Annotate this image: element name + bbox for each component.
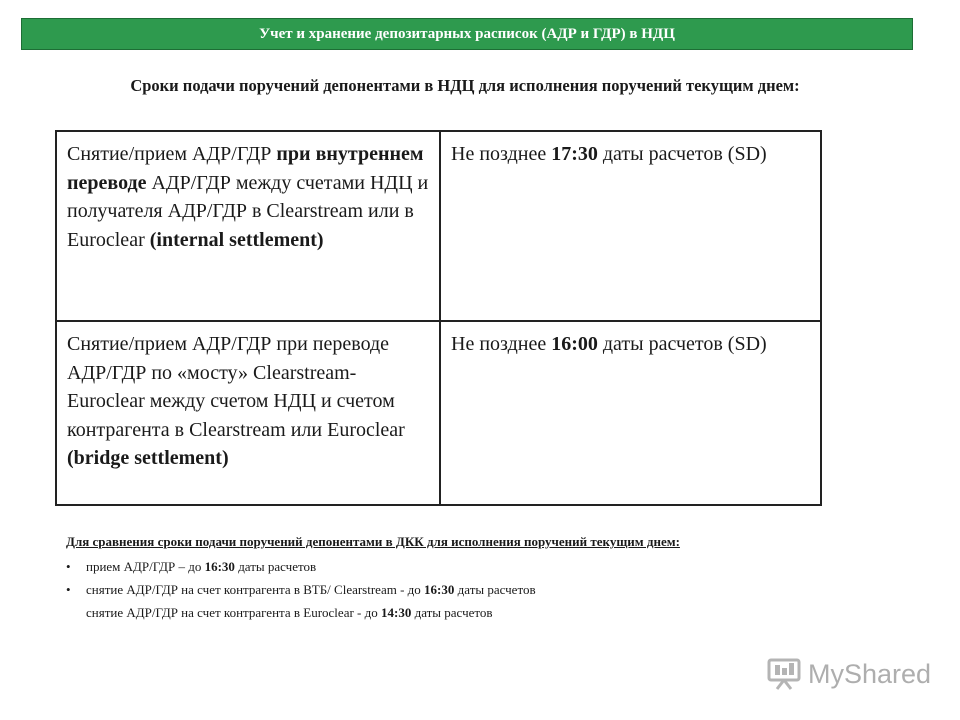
deadlines-table (55, 130, 822, 506)
table-row (56, 131, 821, 321)
table-cell-operation: Снятие/прием АДР/ГДР при переводе АДР/ГДР по «мосту» Clearstream- Euroclear между счетом НДЦ и счетом контрагента в Clearstream или Euroclear (bridge settlement) (56, 321, 440, 505)
table-cell-deadline: Не позднее 16:00 даты расчетов (SD) (440, 321, 821, 505)
subtitle: Сроки подачи поручений депонентами в НДЦ для исполнения поручений текущим днем: (130, 76, 800, 95)
list-item: снятие АДР/ГДР на счет контрагента в Euroclear - до 14:30 даты расчетов (86, 605, 493, 620)
list-item: • снятие АДР/ГДР на счет контрагента в ВТБ/ Clearstream - до 16:30 даты расчетов (66, 582, 536, 597)
table-cell-deadline: Не позднее 17:30 даты расчетов (SD) (440, 131, 821, 321)
bullet-icon: • (66, 559, 71, 574)
watermark-text: MyShared (808, 658, 932, 689)
slide-title: Учет и хранение депозитарных расписок (АДР и ГДР) в НДЦ (259, 25, 675, 42)
bullet-icon: • (66, 582, 71, 597)
presentation-icon (766, 657, 802, 691)
list-item: • прием АДР/ГДР – до 16:30 даты расчетов (66, 559, 317, 574)
myshared-watermark (766, 656, 931, 692)
table-cell-operation: Снятие/прием АДР/ГДР при внутреннем переводе АДР/ГДР между счетами НДЦ и получателя АДР/ГДР в Clearstream или в Euroclear (internal settlement) (56, 131, 440, 321)
comparison-heading: Для сравнения сроки подачи поручений депонентами в ДКК для исполнения поручений текущим днем: (66, 534, 680, 549)
table-row (56, 321, 821, 505)
slide-title-banner (21, 18, 913, 50)
